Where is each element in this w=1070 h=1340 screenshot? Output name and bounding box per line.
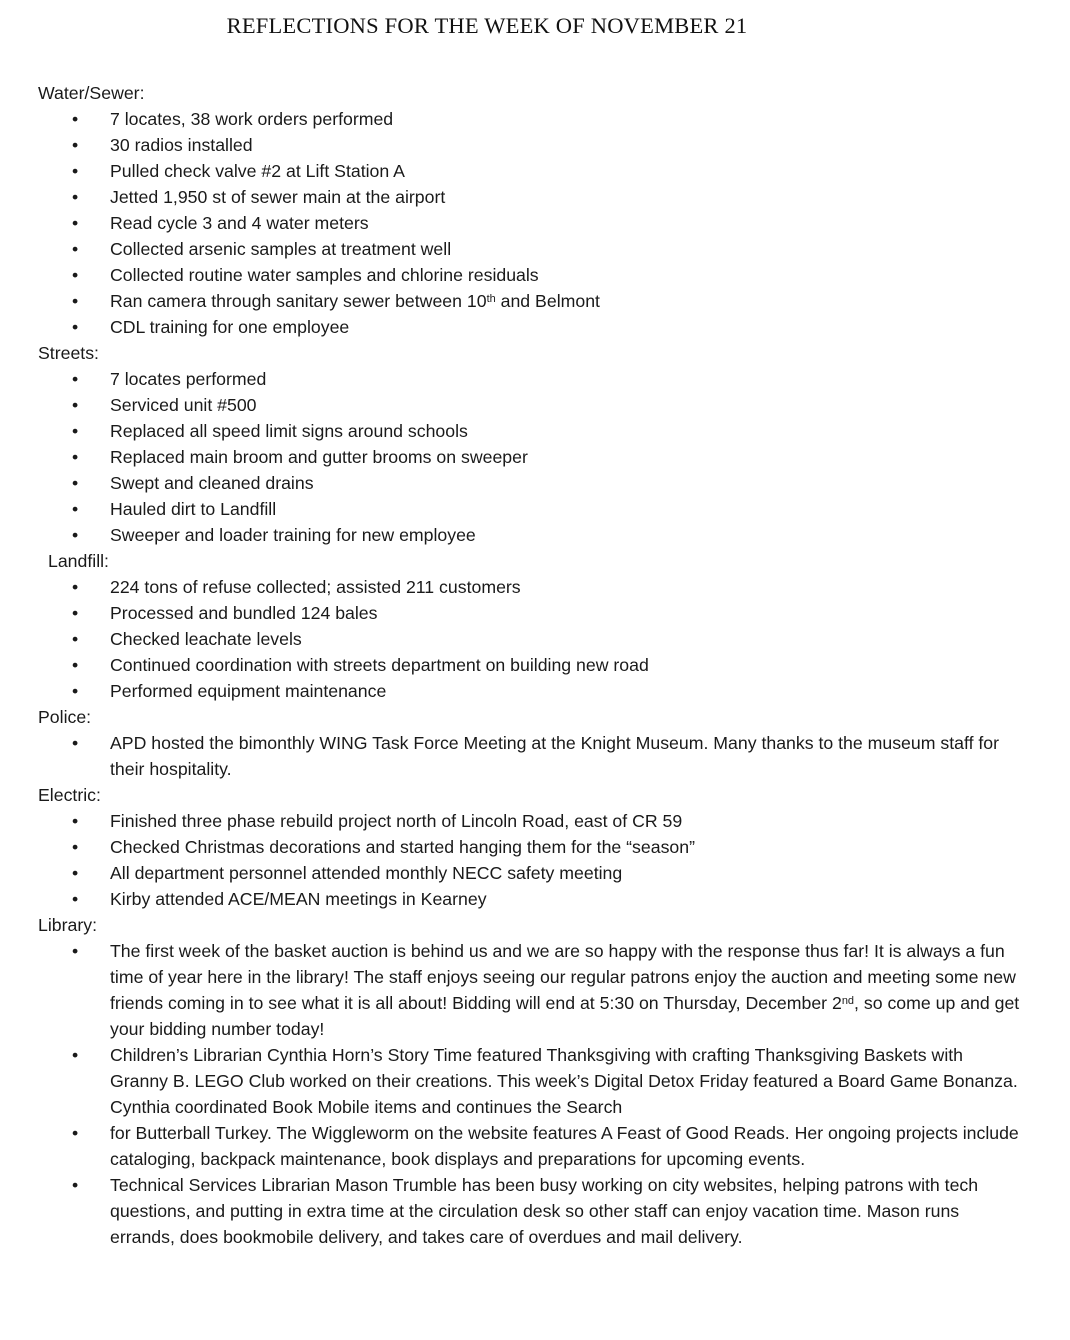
section-header: Landfill: <box>48 551 109 571</box>
bullet-item <box>0 236 1022 262</box>
bullet-text: The first week of the basket auction is behind us and we are so happy with the response thus far! It is always a fun time of year here in the library! The staff enjoys seeing our regular patrons enjoy the auction and meeting some new friends coming in to see what it is all about! Bidding will end at 5:30 on Thursday, December 2nd, so come up and get your bidding number today! <box>110 941 1025 1039</box>
bullet-text: Sweeper and loader training for new employee <box>110 525 476 545</box>
bullet-item <box>0 730 1022 782</box>
bullet-item <box>0 938 1025 1042</box>
bullet-text: Hauled dirt to Landfill <box>110 499 277 519</box>
report-section <box>0 782 1070 912</box>
bullet-item <box>0 262 1022 288</box>
bullet-text: Replaced all speed limit signs around schools <box>110 421 468 441</box>
bullet-marker-icon: • <box>72 603 79 623</box>
bullet-text: Pulled check valve #2 at Lift Station A <box>110 161 405 181</box>
bullet-marker-icon: • <box>72 1123 79 1143</box>
bullet-item <box>0 288 1022 314</box>
bullet-item <box>0 444 1022 470</box>
section-header: Electric: <box>38 785 101 805</box>
bullet-text: Replaced main broom and gutter brooms on sweeper <box>110 447 528 467</box>
bullet-item <box>0 132 1022 158</box>
bullet-item <box>0 1042 1028 1120</box>
bullet-marker-icon: • <box>72 655 79 675</box>
bullet-item <box>0 860 1022 886</box>
bullet-marker-icon: • <box>72 187 79 207</box>
bullet-marker-icon: • <box>72 1175 79 1195</box>
bullet-text: APD hosted the bimonthly WING Task Force Meeting at the Knight Museum. Many thanks to the museum staff for their hospitality. <box>110 733 1004 779</box>
bullet-item <box>0 184 1022 210</box>
bullet-text: Processed and bundled 124 bales <box>110 603 378 623</box>
bullet-marker-icon: • <box>72 291 79 311</box>
bullet-text: Checked Christmas decorations and started hanging them for the “season” <box>110 837 695 857</box>
bullet-marker-icon: • <box>72 681 79 701</box>
bullet-list <box>0 730 1070 782</box>
bullet-text: Checked leachate levels <box>110 629 302 649</box>
bullet-item <box>0 366 1022 392</box>
report-section <box>0 704 1070 782</box>
document-title: REFLECTIONS FOR THE WEEK OF NOVEMBER 21 <box>226 13 748 38</box>
bullet-text: Jetted 1,950 st of sewer main at the airport <box>110 187 446 207</box>
bullet-item <box>0 522 1022 548</box>
bullet-list <box>0 808 1070 912</box>
bullet-item <box>0 496 1022 522</box>
bullet-text: All department personnel attended monthly NECC safety meeting <box>110 863 623 883</box>
bullet-marker-icon: • <box>72 395 79 415</box>
bullet-text: 30 radios installed <box>110 135 253 155</box>
bullet-text: Children’s Librarian Cynthia Horn’s Story Time featured Thanksgiving with crafting Thanksgiving Baskets with Granny B. LEGO Club worked on their creations. This week’s Digital Detox Friday featured a Board Game Bonanza. Cynthia coordinated Book Mobile items and continues the Search <box>110 1045 1028 1117</box>
bullet-item <box>0 392 1022 418</box>
report-section <box>0 80 1070 340</box>
document-body <box>0 80 1070 1250</box>
bullet-marker-icon: • <box>72 369 79 389</box>
bullet-marker-icon: • <box>72 837 79 857</box>
bullet-marker-icon: • <box>72 265 79 285</box>
bullet-marker-icon: • <box>72 941 79 961</box>
report-section <box>0 340 1070 548</box>
bullet-item <box>0 886 1022 912</box>
report-section <box>0 548 1070 704</box>
bullet-item <box>0 1172 1022 1250</box>
bullet-marker-icon: • <box>72 733 79 753</box>
bullet-marker-icon: • <box>72 317 79 337</box>
bullet-list <box>0 938 1070 1250</box>
bullet-text: Continued coordination with streets department on building new road <box>110 655 649 675</box>
bullet-item <box>0 1120 1022 1172</box>
report-section <box>0 912 1070 1250</box>
bullet-marker-icon: • <box>72 473 79 493</box>
bullet-item <box>0 834 1022 860</box>
bullet-marker-icon: • <box>72 213 79 233</box>
bullet-text: Swept and cleaned drains <box>110 473 314 493</box>
bullet-item <box>0 470 1022 496</box>
bullet-text: Kirby attended ACE/MEAN meetings in Kearney <box>110 889 487 909</box>
title-row <box>0 12 974 40</box>
bullet-marker-icon: • <box>72 1045 79 1065</box>
bullet-text: Read cycle 3 and 4 water meters <box>110 213 369 233</box>
bullet-item <box>0 808 1022 834</box>
bullet-marker-icon: • <box>72 577 79 597</box>
section-header: Police: <box>38 707 92 727</box>
bullet-text: CDL training for one employee <box>110 317 350 337</box>
bullet-text: Ran camera through sanitary sewer between 10th and Belmont <box>110 291 600 311</box>
bullet-text: Collected arsenic samples at treatment well <box>110 239 452 259</box>
bullet-list <box>0 574 1070 704</box>
bullet-text: for Butterball Turkey. The Wiggleworm on the website features A Feast of Good Reads. Her ongoing projects include cataloging, backpack maintenance, book displays and preparations for upcoming events. <box>110 1123 1024 1169</box>
bullet-marker-icon: • <box>72 525 79 545</box>
bullet-text: Technical Services Librarian Mason Trumble has been busy working on city websites, helping patrons with tech questions, and putting in extra time at the circulation desk so other staff can enjoy vacation time. Mason runs errands, does bookmobile delivery, and takes care of overdues and mail delivery. <box>110 1175 984 1247</box>
bullet-marker-icon: • <box>72 109 79 129</box>
bullet-list <box>0 366 1070 548</box>
bullet-marker-icon: • <box>72 629 79 649</box>
bullet-text: 224 tons of refuse collected; assisted 211 customers <box>110 577 521 597</box>
bullet-marker-icon: • <box>72 863 79 883</box>
bullet-item <box>0 314 1022 340</box>
bullet-text: Performed equipment maintenance <box>110 681 387 701</box>
bullet-text: Collected routine water samples and chlorine residuals <box>110 265 539 285</box>
bullet-marker-icon: • <box>72 447 79 467</box>
bullet-text: 7 locates, 38 work orders performed <box>110 109 394 129</box>
bullet-item <box>0 626 1022 652</box>
bullet-text: 7 locates performed <box>110 369 267 389</box>
bullet-item <box>0 574 1022 600</box>
bullet-item <box>0 678 1022 704</box>
bullet-marker-icon: • <box>72 889 79 909</box>
bullet-text: Finished three phase rebuild project north of Lincoln Road, east of CR 59 <box>110 811 683 831</box>
bullet-text: Serviced unit #500 <box>110 395 257 415</box>
bullet-item <box>0 418 1022 444</box>
bullet-marker-icon: • <box>72 135 79 155</box>
bullet-list <box>0 106 1070 340</box>
section-header: Water/Sewer: <box>38 83 145 103</box>
bullet-item <box>0 652 1022 678</box>
bullet-item <box>0 600 1022 626</box>
bullet-item <box>0 158 1022 184</box>
bullet-item <box>0 106 1022 132</box>
bullet-marker-icon: • <box>72 811 79 831</box>
section-header: Library: <box>38 915 97 935</box>
bullet-marker-icon: • <box>72 161 79 181</box>
bullet-marker-icon: • <box>72 421 79 441</box>
bullet-marker-icon: • <box>72 499 79 519</box>
section-header: Streets: <box>38 343 99 363</box>
bullet-item <box>0 210 1022 236</box>
bullet-marker-icon: • <box>72 239 79 259</box>
